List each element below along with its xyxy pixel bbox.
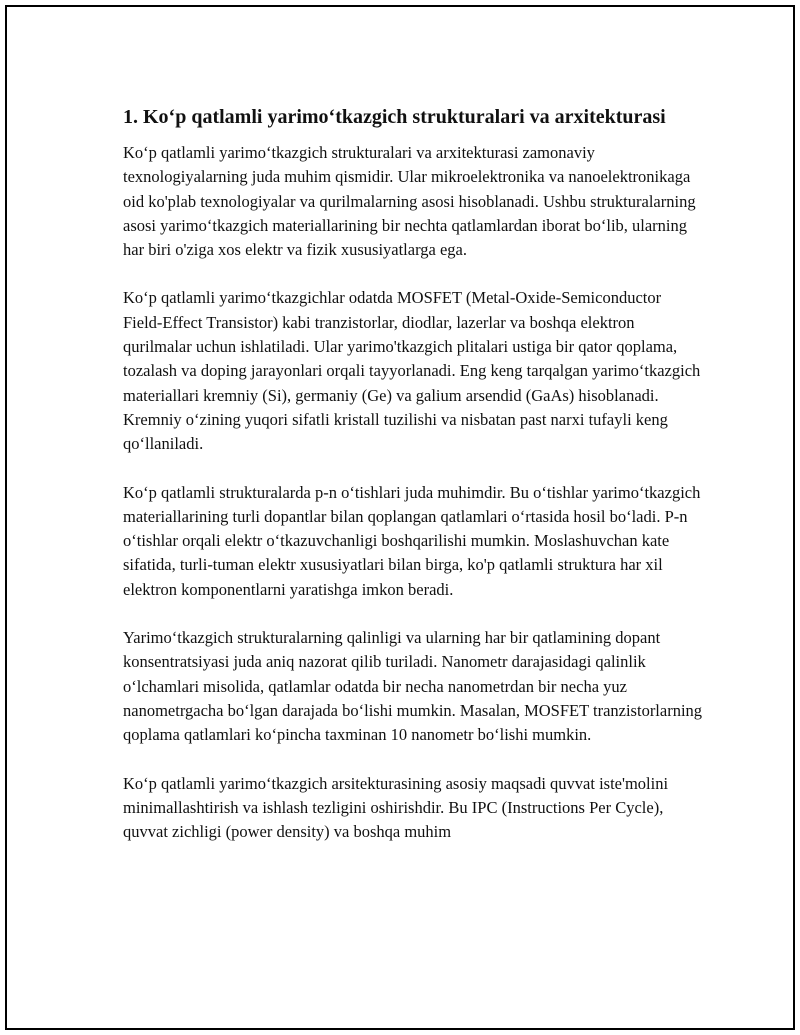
document-page — [5, 5, 795, 1030]
paragraph: Ko‘p qatlamli yarimo‘tkazgich arsitekturasining asosiy maqsadi quvvat iste'molini minimallashtirish va ishlash tezligini oshirishdir. Bu IPC (Instructions Per Cycle), quvvat zichligi (power density) va boshqa muhim — [123, 773, 669, 842]
paragraph: Yarimo‘tkazgich strukturalarning qalinligi va ularning har bir qatlamining dopant konsentratsiyasi juda aniq nazorat qilib turiladi. Nanometr darajasidagi qalinlik o‘lchamlari misolida, qatlamlar odatda bir necha nanometrdan bir necha yuz nanometrgacha bo‘lgan darajada bo‘lishi mumkin. Masalan, MOSFET tranzistorlarning qoplama qatlamlari ko‘pincha taxminan 10 nanometr bo‘lishi mumkin. — [123, 628, 703, 745]
document-body — [123, 103, 703, 868]
paragraph: Ko‘p qatlamli yarimo‘tkazgich strukturalari va arxitekturasi zamonaviy texnologiyalarning juda muhim qismidir. Ular mikroelektronika va nanoelektronikaga oid ko'plab texnologiyalar va qurilmalarning asosi hisoblanadi. Ushbu strukturalarning asosi yarimo‘tkazgich materiallarining bir nechta qatlamlardan iborat bo‘lib, ularning har biri o'ziga xos elektr va fizik xususiyatlarga ega. — [123, 143, 696, 260]
section-heading: 1. Ko‘p qatlamli yarimo‘tkazgich strukturalari va arxitekturasi — [123, 106, 666, 128]
paragraph: Ko‘p qatlamli strukturalarda p-n o‘tishlari juda muhimdir. Bu o‘tishlar yarimo‘tkazgich materiallarining turli dopantlar bilan qoplangan qatlamlari o‘rtasida hosil bo‘ladi. P-n o‘tishlar orqali elektr o‘tkazuvchanligi boshqarilishi mumkin. Moslashuvchan kate sifatida, turli-tuman elektr xususiyatlari bilan birga, ko'p qatlamli struktura har xil elektron komponentlarni yaratishga imkon beradi. — [123, 482, 701, 599]
paragraph: Ko‘p qatlamli yarimo‘tkazgichlar odatda MOSFET (Metal-Oxide-Semiconductor Field-Effect Transistor) kabi tranzistorlar, diodlar, lazerlar va boshqa elektron qurilmalar uchun ishlatiladi. Ular yarimo'tkazgich plitalari ustiga bir qator qoplama, tozalash va doping jarayonlari orqali tayyorlanadi. Eng keng tarqalgan yarimo‘tkazgich materiallari kremniy (Si), germaniy (Ge) va galium arsendid (GaAs) hisoblanadi. Kremniy o‘zining yuqori sifatli kristall tuzilishi va nisbatan past narxi tufayli keng qo‘llaniladi. — [123, 288, 701, 454]
